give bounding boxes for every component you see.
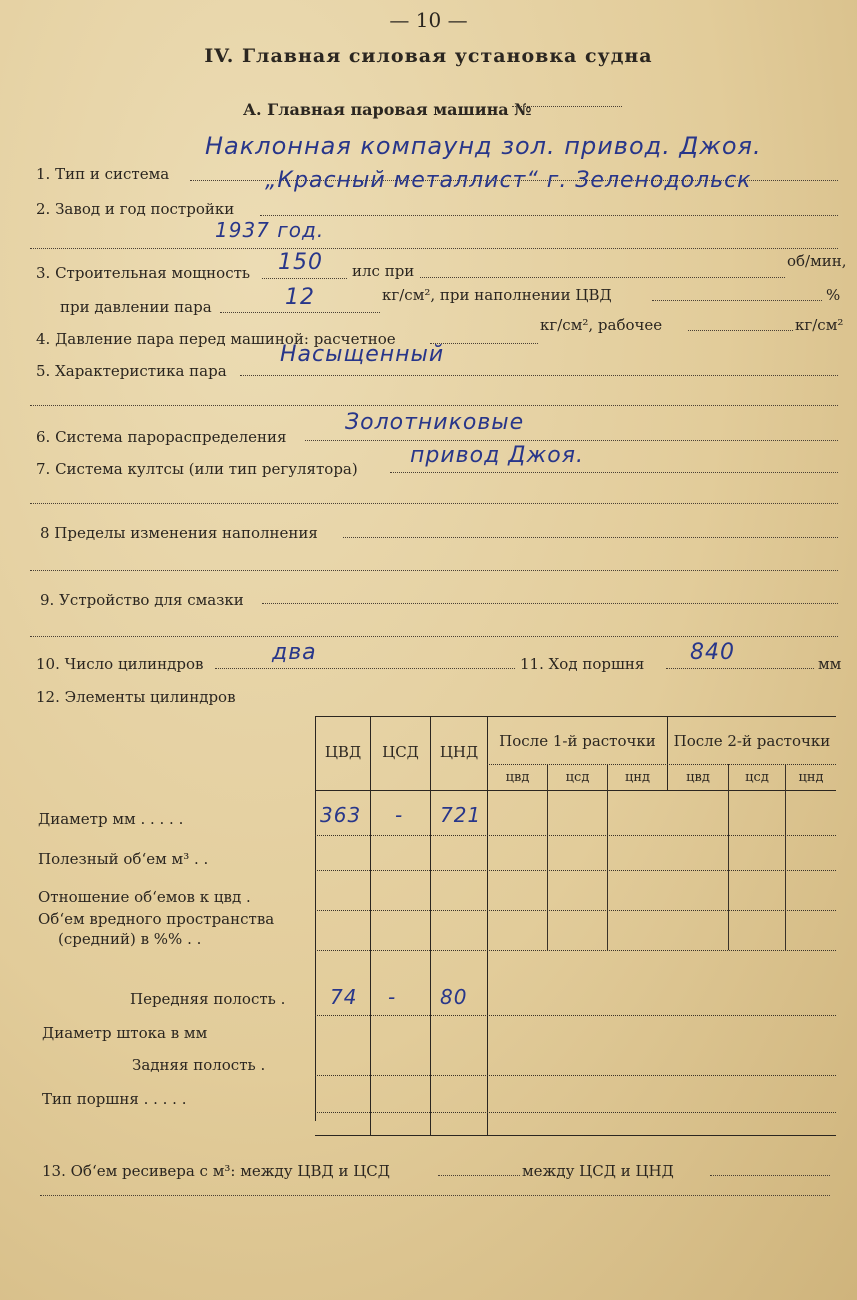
table-col-sep-1 <box>370 716 371 1136</box>
field-3b-fill-line <box>652 300 822 301</box>
field-7-line-2 <box>30 503 838 504</box>
row-label-harmful-space-2: (средний) в %% . . <box>58 930 202 948</box>
row-label-harmful-space: Об‘ем вредного пространства <box>38 910 275 928</box>
row-label-piston-type: Тип поршня . . . . . <box>42 1090 187 1108</box>
field-5-line-2 <box>30 405 838 406</box>
field-9-line <box>262 603 838 604</box>
section-title: IV. Главная силовая установка судна <box>204 45 653 67</box>
field-11-value: 840 <box>690 640 735 665</box>
rod-front-cnd-value: 80 <box>440 985 468 1009</box>
table-sub-header-line <box>487 764 836 765</box>
field-2-label: 2. Завод и год постройки <box>36 200 235 218</box>
field-8-label: 8 Пределы изменения наполнения <box>40 524 318 542</box>
rod-front-cvd-value: 74 <box>330 985 358 1009</box>
field-3b-line <box>220 312 380 313</box>
table-header-bottom <box>315 790 836 791</box>
field-3b-label: при давлении пара <box>60 298 212 316</box>
table-row-line-1 <box>315 835 836 836</box>
field-11-unit: мм <box>818 655 842 673</box>
subheader-2-csd: цсд <box>745 770 769 785</box>
field-5-line <box>240 375 838 376</box>
field-1-value: Наклонная компаунд зол. привод. Джоя. <box>205 132 762 160</box>
field-6-label: 6. Система парораспределения <box>36 428 287 446</box>
row-label-front-cavity: Передняя полость . <box>130 990 286 1008</box>
field-13-mid: между ЦСД и ЦНД <box>522 1162 674 1180</box>
field-3b-unit: кг/см², при наполнении ЦВД <box>382 286 612 304</box>
diameter-cnd-value: 721 <box>440 803 482 827</box>
subheader-1-cvd: цвд <box>505 770 530 785</box>
table-sub-sep-2 <box>607 764 608 950</box>
row-label-diameter: Диаметр мм . . . . . <box>38 810 184 828</box>
table-row-line-3 <box>315 910 836 911</box>
field-4-line-2 <box>688 330 793 331</box>
field-7-label: 7. Система култсы (или тип регулятора) <box>36 460 358 478</box>
field-6-value: Золотниковые <box>345 410 525 435</box>
field-3-unit-2: об/мин, <box>787 252 847 270</box>
table-sub-sep-3 <box>728 764 729 950</box>
field-5-value: Насыщенный <box>280 342 445 367</box>
row-label-rod-diameter: Диаметр штока в мм <box>42 1024 208 1042</box>
field-3-line <box>262 278 347 279</box>
field-6-line <box>305 440 838 441</box>
table-top-border <box>315 716 836 717</box>
subheader-1-cnd: цнд <box>624 770 651 785</box>
field-9-line-2 <box>30 636 838 637</box>
field-8-line-2 <box>30 570 838 571</box>
subsection-title: А. Главная паровая машина № <box>243 100 532 119</box>
field-4-unit-2: кг/см² <box>795 316 844 334</box>
field-3-unit: илс при <box>352 262 415 280</box>
field-10-label: 10. Число цилиндров <box>36 655 204 673</box>
diameter-cvd-value: 363 <box>320 803 362 827</box>
header-after-bore-1: После 1-й расточки <box>499 732 656 750</box>
field-3-label: 3. Строительная мощность <box>36 264 251 282</box>
field-7-line <box>390 472 838 473</box>
page-number: — 10 — <box>389 8 468 32</box>
rod-front-csd-value: - <box>388 985 397 1009</box>
field-13-line-3 <box>40 1195 830 1196</box>
table-row-line-5 <box>315 1015 836 1016</box>
field-3b-value: 12 <box>285 285 315 310</box>
field-3-rpm-line <box>420 277 785 278</box>
table-left-border <box>315 716 316 1121</box>
table-col-sep-2 <box>430 716 431 1136</box>
field-4-label: 4. Давление пара перед машиной: расчетное <box>36 330 396 348</box>
row-label-volume: Полезный об‘ем м³ . . <box>38 850 209 868</box>
engine-number-line <box>512 106 622 107</box>
field-4-unit-1: кг/см², рабочее <box>540 316 663 334</box>
table-row-line-2 <box>315 870 836 871</box>
row-label-rear-cavity: Задняя полость . <box>132 1056 266 1074</box>
table-row-line-6 <box>315 1075 836 1076</box>
subheader-2-cvd: цвд <box>686 770 710 785</box>
field-1-label: 1. Тип и система <box>36 165 170 183</box>
field-2-value: „Красный металлист“ г. Зеленодольск <box>265 168 752 193</box>
header-cnd: ЦНД <box>439 743 479 761</box>
field-11-line <box>666 668 814 669</box>
field-10-value: два <box>272 640 317 665</box>
table-sub-sep-1 <box>547 764 548 950</box>
field-13-line-2 <box>710 1175 830 1176</box>
header-csd: ЦСД <box>382 743 419 761</box>
field-2-value-2: 1937 год. <box>215 218 325 242</box>
table-row-line-4 <box>315 950 836 951</box>
field-8-line <box>343 537 838 538</box>
table-row-line-7 <box>315 1112 836 1113</box>
field-13-label: 13. Об‘ем ресивера с м³: между ЦВД и ЦСД <box>42 1162 390 1180</box>
field-13-line-1 <box>438 1175 520 1176</box>
subheader-2-cnd: цнд <box>798 770 824 785</box>
field-4-line-1 <box>430 343 538 344</box>
diameter-csd-value: - <box>395 803 404 827</box>
field-12-label: 12. Элементы цилиндров <box>36 688 236 706</box>
field-2-line <box>260 215 838 216</box>
header-after-bore-2: После 2-й расточки <box>673 732 831 750</box>
field-7-value: привод Джоя. <box>410 443 584 468</box>
row-label-ratio: Отношение об‘емов к цвд . <box>38 888 251 906</box>
table-bottom-border <box>315 1135 836 1136</box>
field-2-line-2 <box>30 248 838 249</box>
subheader-1-csd: цсд <box>565 770 590 785</box>
field-10-line <box>215 668 515 669</box>
table-sub-sep-4 <box>785 764 786 950</box>
field-3-value: 150 <box>278 250 323 275</box>
header-cvd: ЦВД <box>324 743 362 761</box>
field-3b-unit-2: % <box>826 286 841 304</box>
field-5-label: 5. Характеристика пара <box>36 362 227 380</box>
field-11-label: 11. Ход поршня <box>520 655 645 673</box>
field-9-label: 9. Устройство для смазки <box>40 591 244 609</box>
